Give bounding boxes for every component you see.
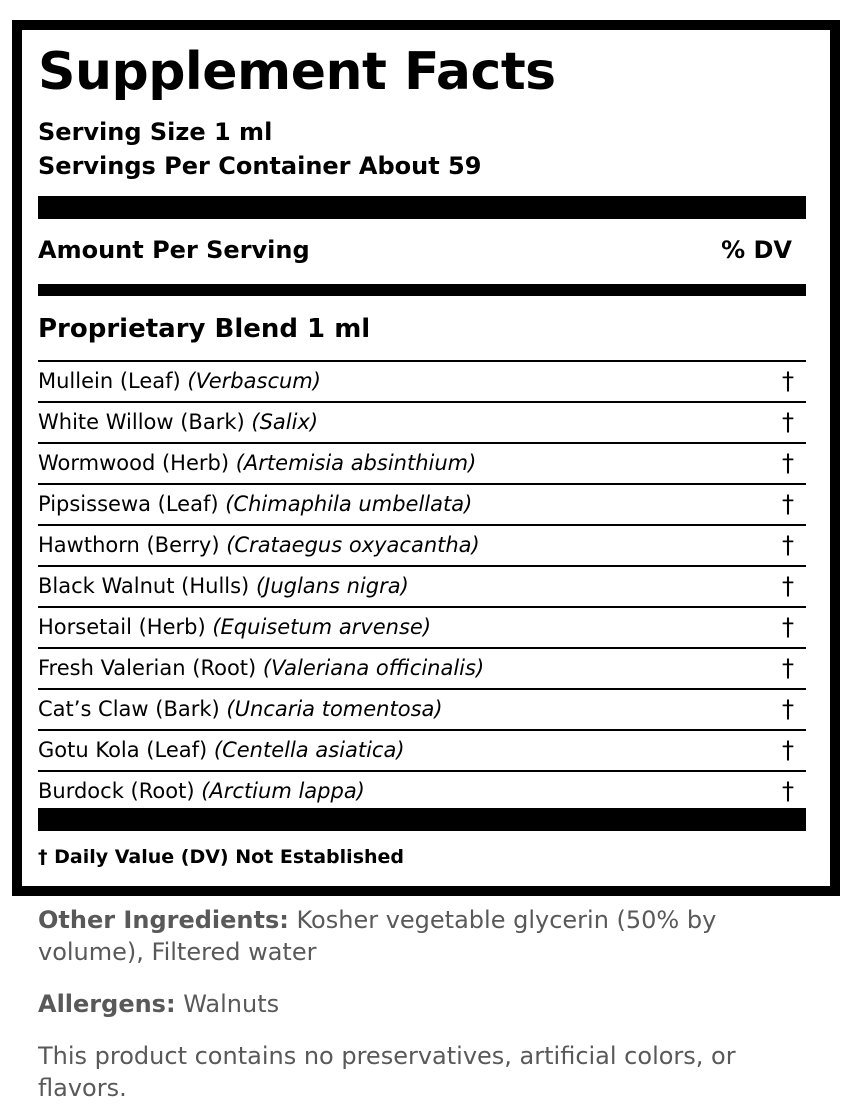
ingredient-dv-dagger: †	[782, 408, 794, 436]
other-ingredients	[38, 904, 818, 968]
ingredient-common-name: Black Walnut (Hulls)	[38, 574, 250, 598]
ingredient-row	[38, 524, 806, 565]
ingredient-dv-dagger: †	[782, 695, 794, 723]
ingredient-dv-dagger: †	[782, 490, 794, 518]
ingredient-scientific-name: (Valeriana officinalis)	[262, 656, 485, 680]
supplement-facts-panel	[12, 20, 840, 896]
ingredient-row	[38, 442, 806, 483]
ingredient-common-name: Horsetail (Herb)	[38, 615, 206, 639]
ingredient-scientific-name: (Juglans nigra)	[255, 574, 409, 598]
ingredient-dv-dagger: †	[782, 736, 794, 764]
ingredient-common-name: Gotu Kola (Leaf)	[38, 738, 208, 762]
ingredient-common-name: Pipsissewa (Leaf)	[38, 492, 219, 516]
ingredient-common-name: White Willow (Bark)	[38, 410, 245, 434]
other-ingredients-text: Kosher vegetable glycerin (50% by volume), Filtered water	[38, 906, 717, 966]
ingredient-common-name: Mullein (Leaf)	[38, 369, 181, 393]
ingredient-list	[38, 360, 806, 811]
ingredient-row	[38, 565, 806, 606]
ingredient-row	[38, 483, 806, 524]
ingredient-common-name: Fresh Valerian (Root)	[38, 656, 257, 680]
ingredient-scientific-name: (Chimaphila umbellata)	[225, 492, 473, 516]
ingredient-dv-dagger: †	[782, 572, 794, 600]
ingredient-row	[38, 401, 806, 442]
proprietary-blend-label: Proprietary Blend 1 ml	[38, 314, 371, 344]
ingredient-scientific-name: (Arctium lappa)	[201, 779, 365, 803]
ingredient-row	[38, 729, 806, 770]
ingredient-scientific-name: (Verbascum)	[187, 369, 321, 393]
ingredient-row	[38, 688, 806, 729]
amount-per-serving-label: Amount Per Serving	[38, 236, 310, 264]
ingredient-dv-dagger: †	[782, 367, 794, 395]
ingredient-common-name: Burdock (Root)	[38, 779, 195, 803]
ingredient-scientific-name: (Uncaria tomentosa)	[226, 697, 443, 721]
other-ingredients-label: Other Ingredients:	[38, 906, 289, 934]
thick-divider-top	[38, 196, 806, 219]
ingredient-common-name: Hawthorn (Berry)	[38, 533, 220, 557]
ingredient-dv-dagger: †	[782, 449, 794, 477]
dv-header: % DV	[721, 236, 792, 264]
ingredient-row	[38, 770, 806, 811]
ingredient-dv-dagger: †	[782, 777, 794, 805]
ingredient-row	[38, 647, 806, 688]
facts-title: Supplement Facts	[38, 42, 556, 102]
medium-divider	[38, 284, 806, 296]
allergens-label: Allergens:	[38, 990, 176, 1018]
amount-header-row	[38, 236, 806, 264]
dv-footnote: † Daily Value (DV) Not Established	[38, 846, 405, 868]
ingredient-scientific-name: (Artemisia absinthium)	[235, 451, 477, 475]
ingredient-scientific-name: (Centella asiatica)	[213, 738, 405, 762]
ingredient-scientific-name: (Equisetum arvense)	[212, 615, 432, 639]
allergens	[38, 988, 818, 1020]
thick-divider-bottom	[38, 808, 806, 831]
ingredient-common-name: Cat’s Claw (Bark)	[38, 697, 220, 721]
ingredient-dv-dagger: †	[782, 613, 794, 641]
ingredient-dv-dagger: †	[782, 531, 794, 559]
ingredient-dv-dagger: †	[782, 654, 794, 682]
ingredient-scientific-name: (Salix)	[251, 410, 319, 434]
ingredient-scientific-name: (Crataegus oxyacantha)	[226, 533, 480, 557]
product-statement: This product contains no preservatives, artificial colors, or flavors.	[38, 1042, 736, 1102]
ingredient-common-name: Wormwood (Herb)	[38, 451, 230, 475]
servings-per-container: Servings Per Container About 59	[38, 152, 482, 180]
ingredient-row	[38, 606, 806, 647]
allergens-text: Walnuts	[175, 990, 280, 1018]
ingredient-row	[38, 360, 806, 401]
serving-size: Serving Size 1 ml	[38, 118, 273, 146]
